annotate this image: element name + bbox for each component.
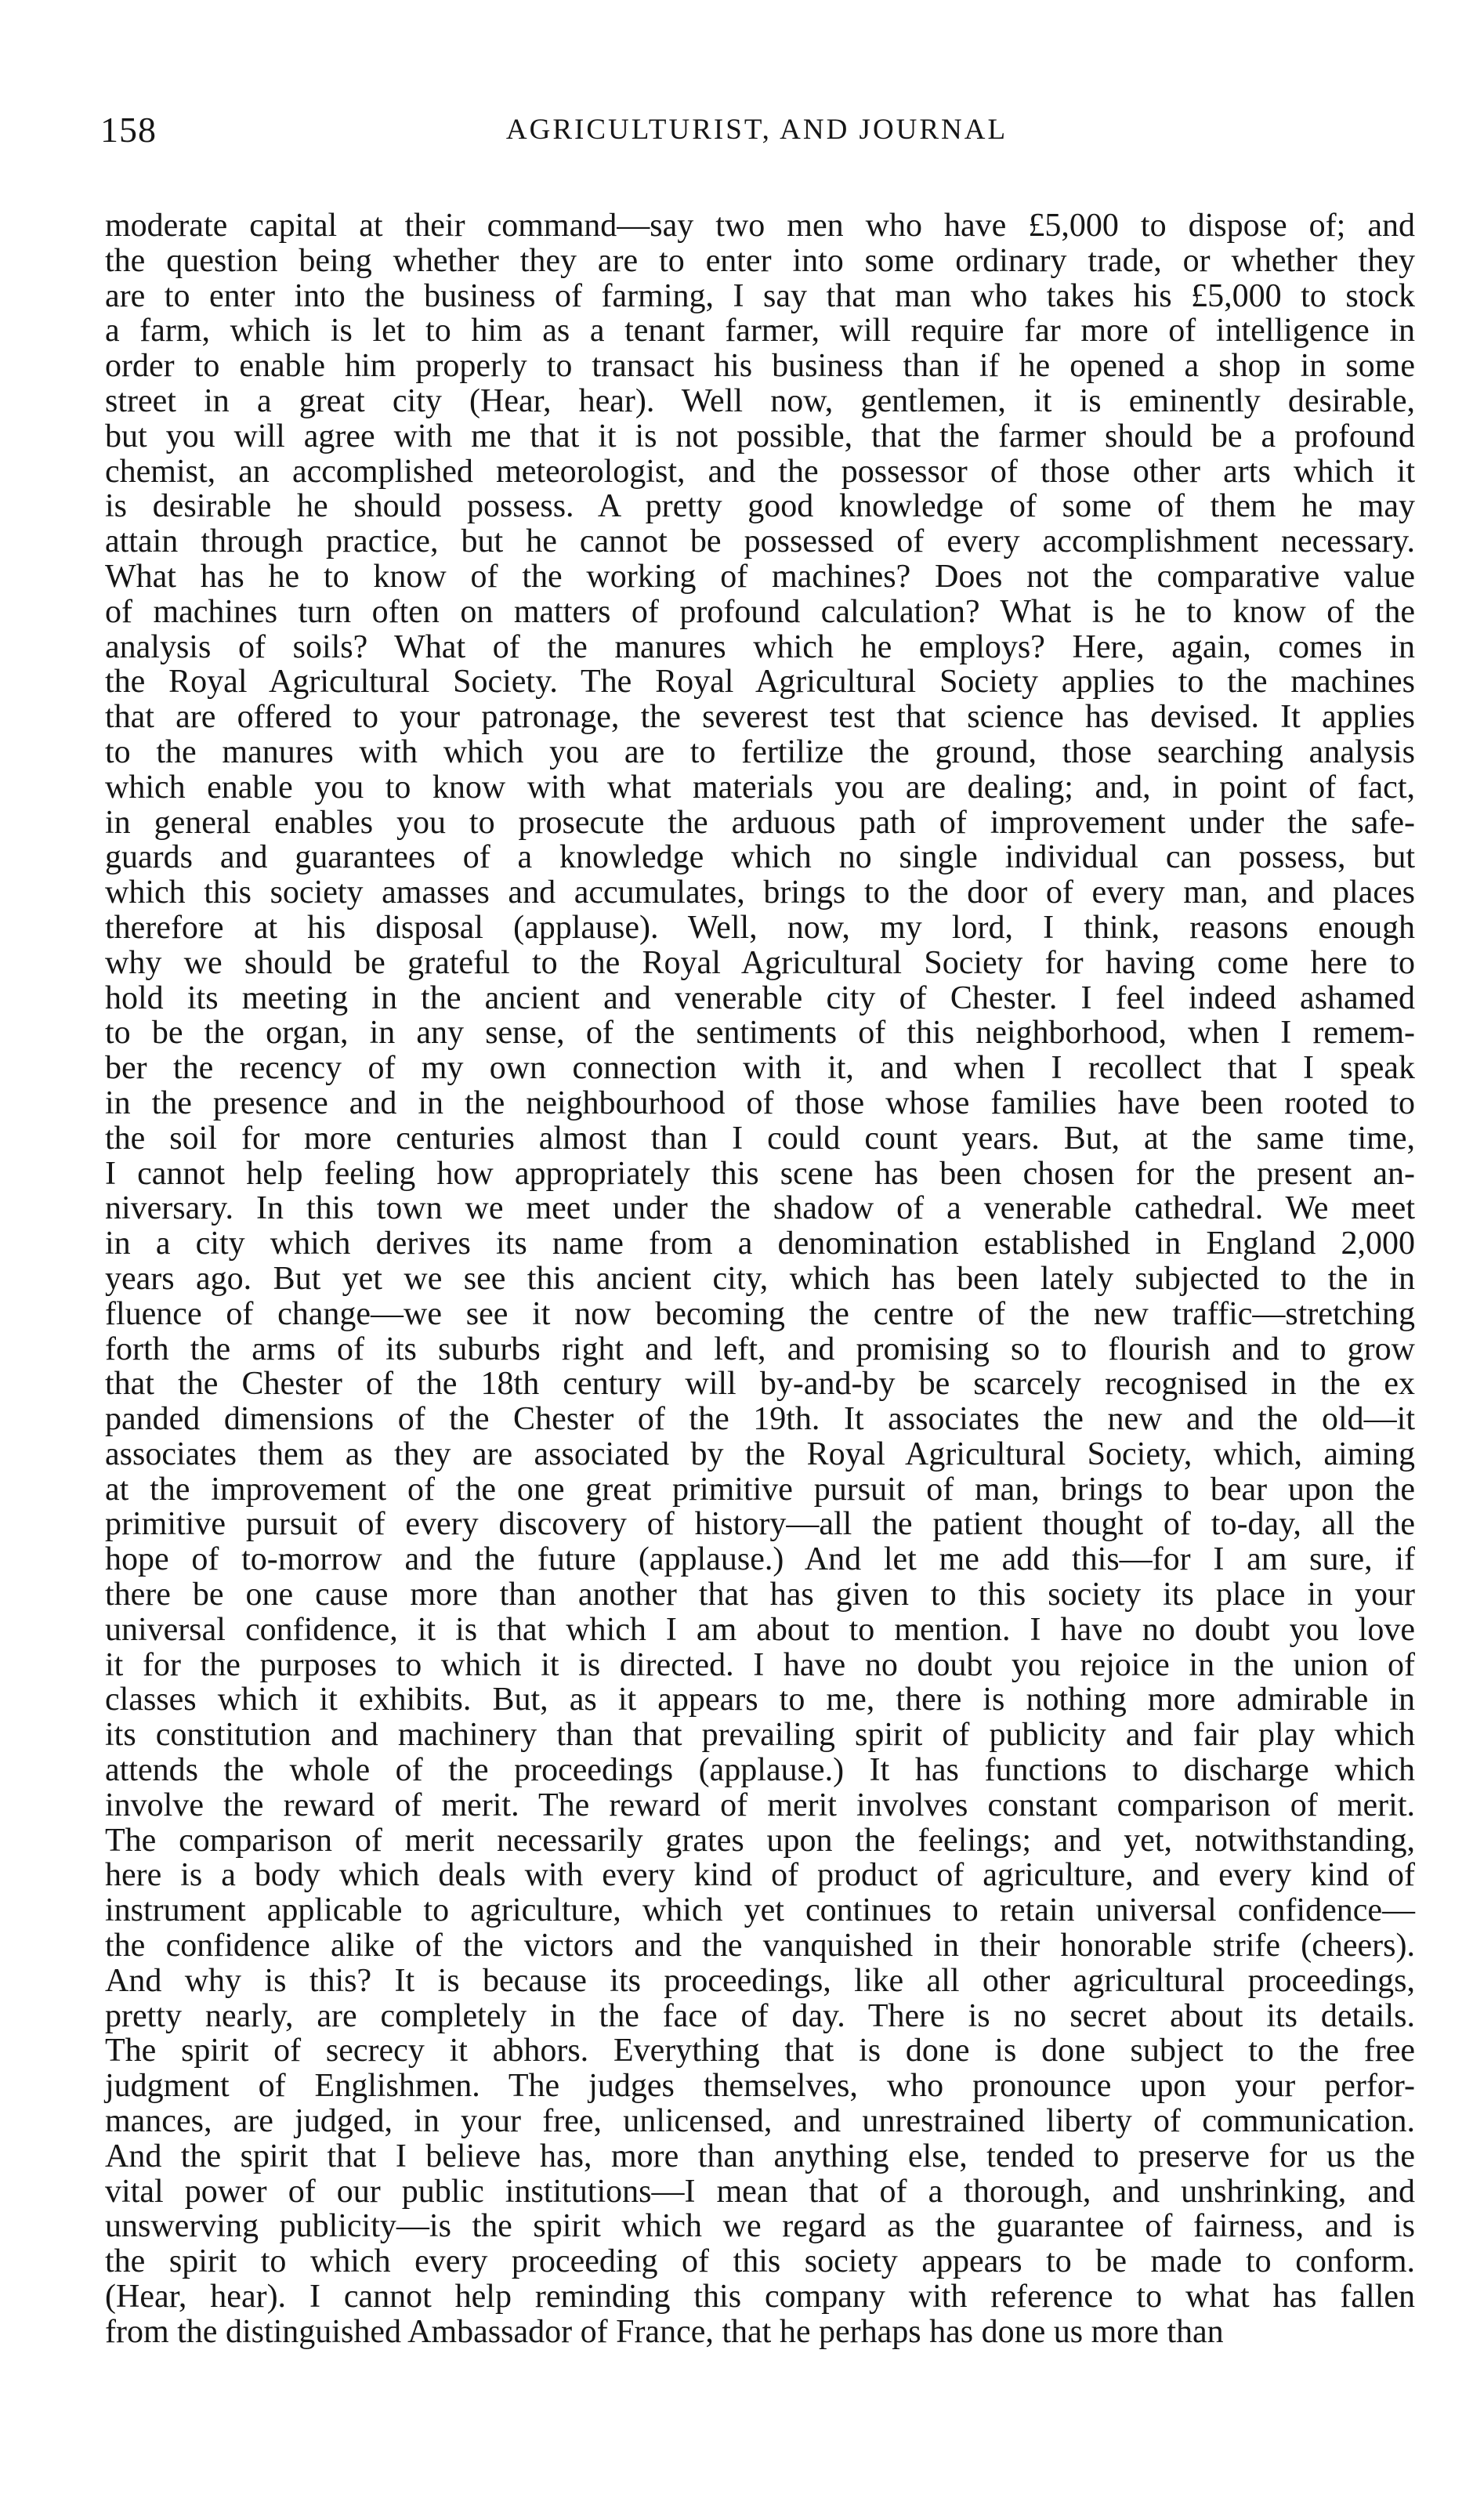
text-line: instrument applicable to agriculture, which yet continues to retain universal confidence—: [105, 1892, 1415, 1929]
text-line: ber the recency of my own connection with it, and when I recollect that I speak: [105, 1050, 1415, 1087]
text-line: therefore at his disposal (applause). Well, now, my lord, I think, reasons enough: [105, 909, 1415, 946]
text-line: forth the arms of its suburbs right and left, and promising so to flourish and to grow: [105, 1331, 1415, 1367]
text-line: involve the reward of merit. The reward of merit involves constant comparison of merit.: [105, 1787, 1415, 1823]
body-text: [105, 208, 1415, 2350]
text-line: mances, are judged, in your free, unlicensed, and unrestrained liberty of communication.: [105, 2103, 1415, 2140]
text-line: in general enables you to prosecute the arduous path of improvement under the safe-: [105, 804, 1415, 841]
text-line: its constitution and machinery than that prevailing spirit of publicity and fair play which: [105, 1717, 1415, 1754]
text-line: judgment of Englishmen. The judges themselves, who pronounce upon your perfor-: [105, 2068, 1415, 2105]
text-line: to the manures with which you are to fertilize the ground, those searching analysis: [105, 733, 1415, 770]
text-line: that the Chester of the 18th century will by-and-by be scarcely recognised in the ex: [105, 1366, 1415, 1403]
text-line: I cannot help feeling how appropriately this scene has been chosen for the present an-: [105, 1155, 1415, 1192]
text-line: analysis of soils? What of the manures which he employs? Here, again, comes in: [105, 628, 1415, 665]
text-line: the confidence alike of the victors and the vanquished in their honorable strife (cheers).: [105, 1928, 1415, 1964]
text-line: associates them as they are associated by the Royal Agricultural Society, which, aiming: [105, 1436, 1415, 1472]
running-title: AGRICULTURIST, AND JOURNAL: [505, 114, 1008, 146]
text-line: attends the whole of the proceedings (applause.) It has functions to discharge which: [105, 1752, 1415, 1789]
text-line: vital power of our public institutions—I mean that of a thorough, and unshrinking, and: [105, 2173, 1415, 2210]
text-line: there be one cause more than another that has given to this society its place in your: [105, 1577, 1415, 1613]
text-line: the Royal Agricultural Society. The Royal Agricultural Society applies to the machines: [105, 664, 1415, 701]
text-line: street in a great city (Hear, hear). Well now, gentlemen, it is eminently desirable,: [105, 382, 1415, 419]
text-line: What has he to know of the working of machines? Does not the comparative value: [105, 558, 1415, 595]
text-line: hold its meeting in the ancient and venerable city of Chester. I feel indeed ashamed: [105, 979, 1415, 1016]
text-line: to be the organ, in any sense, of the sentiments of this neighborhood, when I remem-: [105, 1015, 1415, 1052]
text-line: is desirable he should possess. A pretty good knowledge of some of them he may: [105, 488, 1415, 525]
text-line: primitive pursuit of every discovery of history—all the patient thought of to-day, all the: [105, 1506, 1415, 1543]
text-line: that are offered to your patronage, the severest test that science has devised. It applies: [105, 699, 1415, 736]
text-line: hope of to-morrow and the future (applause.) And let me add this—for I am sure, if: [105, 1541, 1415, 1578]
text-line: classes which it exhibits. But, as it appears to me, there is nothing more admirable in: [105, 1682, 1415, 1718]
text-line: panded dimensions of the Chester of the 19th. It associates the new and the old—it: [105, 1401, 1415, 1438]
text-line: but you will agree with me that it is not possible, that the farmer should be a profound: [105, 418, 1415, 454]
text-line: moderate capital at their command—say two men who have £5,000 to dispose of; and: [105, 208, 1415, 244]
text-line: why we should be grateful to the Royal Agricultural Society for having come here to: [105, 944, 1415, 981]
text-line: unswerving publicity—is the spirit which we regard as the guarantee of fairness, and is: [105, 2208, 1415, 2245]
text-line: universal confidence, it is that which I am about to mention. I have no doubt you love: [105, 1611, 1415, 1648]
text-line: here is a body which deals with every kind of product of agriculture, and every kind of: [105, 1857, 1415, 1894]
text-line: are to enter into the business of farming, I say that man who takes his £5,000 to stock: [105, 277, 1415, 314]
text-line: The comparison of merit necessarily grates upon the feelings; and yet, notwithstanding,: [105, 1822, 1415, 1859]
text-line: fluence of change—we see it now becoming the centre of the new traffic—stretching: [105, 1295, 1415, 1332]
text-line: And why is this? It is because its proceedings, like all other agricultural proceedings,: [105, 1962, 1415, 1999]
text-line: The spirit of secrecy it abhors. Everything that is done is done subject to the free: [105, 2033, 1415, 2069]
page-header: [100, 107, 1413, 154]
text-line: attain through practice, but he cannot be possessed of every accomplishment necessary.: [105, 523, 1415, 560]
page-number: 158: [100, 110, 157, 150]
text-line: order to enable him properly to transact his business than if he opened a shop in some: [105, 348, 1415, 385]
text-line: in the presence and in the neighbourhood of those whose families have been rooted to: [105, 1084, 1415, 1121]
text-line: (Hear, hear). I cannot help reminding this company with reference to what has fallen: [105, 2279, 1415, 2315]
text-line: which enable you to know with what materials you are dealing; and, in point of fact,: [105, 769, 1415, 806]
text-line: a farm, which is let to him as a tenant farmer, will require far more of intelligence in: [105, 313, 1415, 349]
text-line: it for the purposes to which it is directed. I have no doubt you rejoice in the union of: [105, 1646, 1415, 1683]
text-line: of machines turn often on matters of profound calculation? What is he to know of the: [105, 593, 1415, 630]
text-line: the soil for more centuries almost than I could count years. But, at the same time,: [105, 1120, 1415, 1157]
text-line: years ago. But yet we see this ancient city, which has been lately subjected to the in: [105, 1260, 1415, 1297]
text-line: at the improvement of the one great primitive pursuit of man, brings to bear upon the: [105, 1471, 1415, 1508]
text-line: chemist, an accomplished meteorologist, and the possessor of those other arts which it: [105, 453, 1415, 490]
text-line: niversary. In this town we meet under the shadow of a venerable cathedral. We meet: [105, 1190, 1415, 1227]
text-line: the question being whether they are to enter into some ordinary trade, or whether they: [105, 242, 1415, 279]
text-line: from the distinguished Ambassador of France, that he perhaps has done us more than: [105, 2313, 1224, 2350]
text-line: in a city which derives its name from a denomination established in England 2,000: [105, 1226, 1415, 1262]
text-line: which this society amasses and accumulates, brings to the door of every man, and places: [105, 874, 1415, 911]
text-line: pretty nearly, are completely in the face of day. There is no secret about its details.: [105, 1997, 1415, 2034]
text-line: the spirit to which every proceeding of this society appears to be made to conform.: [105, 2243, 1415, 2280]
text-line: guards and guarantees of a knowledge which no single individual can possess, but: [105, 839, 1415, 876]
text-line: And the spirit that I believe has, more than anything else, tended to preserve for us the: [105, 2138, 1415, 2174]
